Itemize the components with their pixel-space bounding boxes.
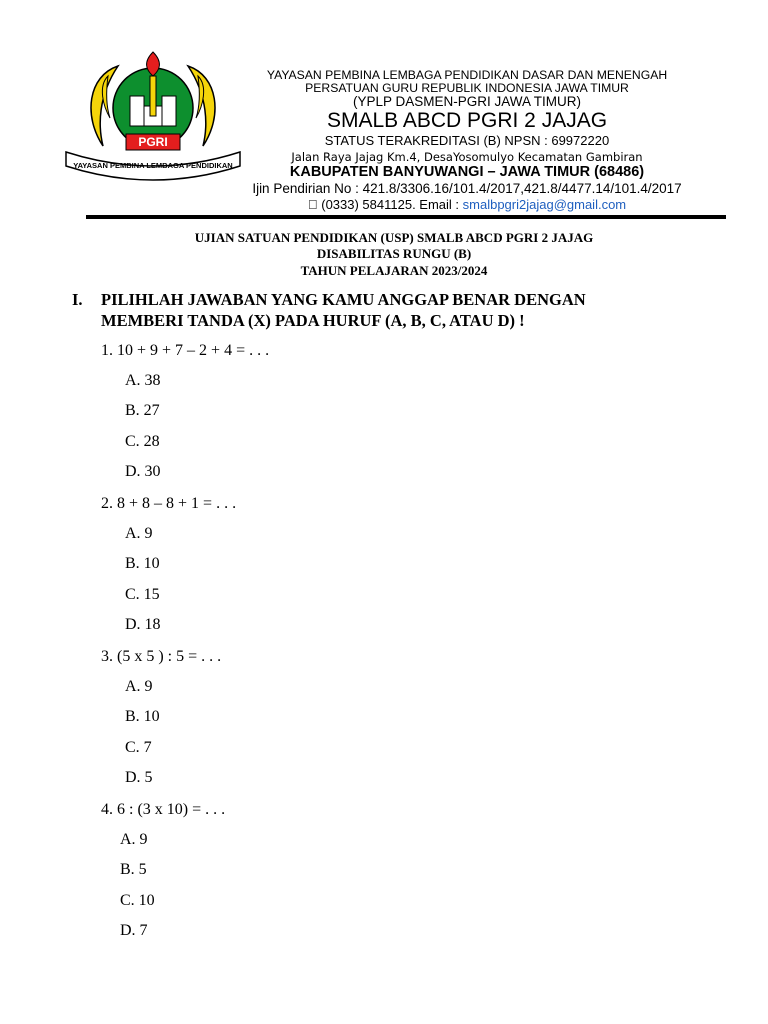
school-address: Jalan Raya Jajag Km.4, DesaYosomulyo Kecamatan Gambiran [291, 150, 643, 164]
exam-title: UJIAN SATUAN PENDIDIKAN (USP) SMALB ABCD PGRI 2 JAJAG [194, 230, 594, 245]
q2-option-c[interactable]: C. 15 [125, 586, 160, 603]
email-link[interactable]: smalbpgri2jajag@gmail.com [455, 197, 620, 212]
q3-option-c[interactable]: C. 7 [125, 739, 152, 756]
q3-option-d[interactable]: D. 5 [125, 769, 153, 786]
section-instruction-line2: MEMBERI TANDA (X) PADA HURUF (A, B, C, ATAU D) ! [101, 311, 525, 330]
section-number: I. [72, 290, 83, 309]
logo-ribbon-text: YAYASAN PEMBINA LEMBAGA PENDIDIKAN [73, 161, 233, 170]
header-union: PERSATUAN GURU REPUBLIK INDONESIA JAWA TIMUR [305, 81, 629, 95]
regency: KABUPATEN BANYUWANGI – JAWA TIMUR (68486) [289, 164, 645, 180]
phone-text: (0333) 5841125. Email : [314, 197, 456, 212]
q4-option-a[interactable]: A. 9 [120, 831, 148, 848]
q2-option-a[interactable]: A. 9 [125, 525, 153, 542]
q2-option-d[interactable]: D. 18 [125, 616, 161, 633]
pgri-logo [58, 46, 248, 186]
question-4: 4. 6 : (3 x 10) = . . . [101, 801, 226, 818]
question-3: 3. (5 x 5 ) : 5 = . . . [101, 648, 222, 665]
header-foundation: YAYASAN PEMBINA LEMBAGA PENDIDIKAN DASAR DAN MENENGAH [266, 68, 668, 82]
q3-option-b[interactable]: B. 10 [125, 708, 160, 725]
school-name: SMALB ABCD PGRI 2 JAJAG [326, 109, 608, 132]
exam-subtitle: DISABILITAS RUNGU (B) [316, 246, 472, 261]
accreditation-status: STATUS TERAKREDITASI (B) NPSN : 69972220 [324, 133, 610, 148]
question-2: 2. 8 + 8 – 8 + 1 = . . . [101, 495, 237, 512]
q1-option-c[interactable]: C. 28 [125, 433, 160, 450]
q1-option-a[interactable]: A. 38 [125, 372, 161, 389]
q1-option-b[interactable]: B. 27 [125, 402, 160, 419]
question-1: 1. 10 + 9 + 7 – 2 + 4 = . . . [101, 342, 270, 359]
q2-option-b[interactable]: B. 10 [125, 555, 160, 572]
header-divider [86, 215, 726, 219]
q4-option-d[interactable]: D. 7 [120, 922, 148, 939]
q4-option-b[interactable]: B. 5 [120, 861, 147, 878]
section-instruction-line1: PILIHLAH JAWABAN YANG KAMU ANGGAP BENAR DENGAN [101, 290, 586, 309]
header-abbrev: (YPLP DASMEN-PGRI JAWA TIMUR) [352, 94, 582, 109]
q3-option-a[interactable]: A. 9 [125, 678, 153, 695]
exam-year: TAHUN PELAJARAN 2023/2024 [300, 263, 488, 278]
q4-option-c[interactable]: C. 10 [120, 892, 155, 909]
contact-line [232, 197, 702, 212]
q1-option-d[interactable]: D. 30 [125, 463, 161, 480]
logo-text: PGRI [138, 135, 168, 149]
establishment-permit: Ijin Pendirian No : 421.8/3306.16/101.4/2017,421.8/4477.14/101.4/2017 [252, 181, 682, 196]
